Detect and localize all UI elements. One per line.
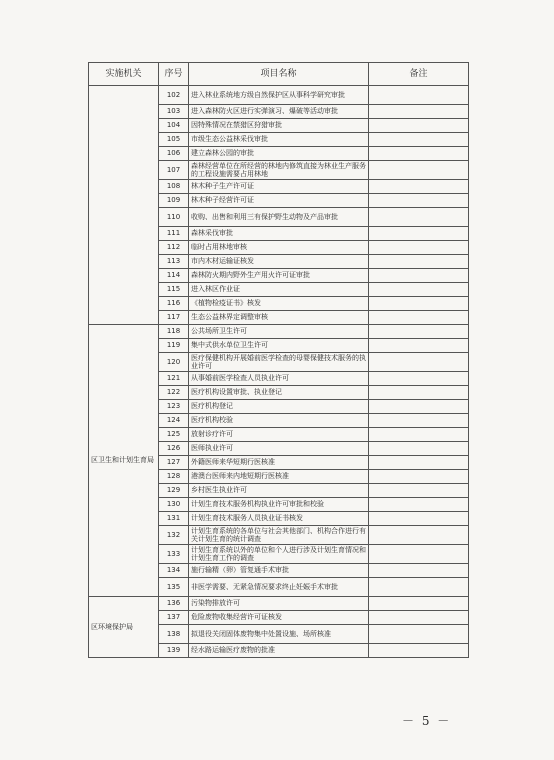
item-number-cell: 119 xyxy=(159,339,189,353)
item-name-cell: 外籍医师来华短期行医核准 xyxy=(189,456,369,470)
item-name-cell: 进入森林防火区进行实弹演习、爆破等活动审批 xyxy=(189,105,369,119)
remarks-cell xyxy=(369,545,469,564)
item-number-cell: 135 xyxy=(159,578,189,597)
remarks-cell xyxy=(369,428,469,442)
item-name-cell: 市级生态公益林采伐审批 xyxy=(189,133,369,147)
remarks-cell xyxy=(369,414,469,428)
item-name-cell: 危险废物收集经营许可证核发 xyxy=(189,611,369,625)
remarks-cell xyxy=(369,255,469,269)
item-number-cell: 136 xyxy=(159,597,189,611)
item-number-cell: 132 xyxy=(159,526,189,545)
remarks-cell xyxy=(369,194,469,208)
document-page xyxy=(88,62,468,658)
remarks-cell xyxy=(369,86,469,105)
remarks-cell xyxy=(369,339,469,353)
item-name-cell: 施行输精（卵）管复通手术审批 xyxy=(189,564,369,578)
item-name-cell: 计划生育系统的各单位与社会其他部门、机构合作进行有关计划生育的统计调查 xyxy=(189,526,369,545)
item-name-cell: 生态公益林界定调整审核 xyxy=(189,311,369,325)
admin-items-table xyxy=(88,62,469,658)
item-name-cell: 收购、出售和利用三有保护野生动物及产品审批 xyxy=(189,208,369,227)
remarks-cell xyxy=(369,147,469,161)
item-number-cell: 112 xyxy=(159,241,189,255)
remarks-cell xyxy=(369,470,469,484)
item-number-cell: 104 xyxy=(159,119,189,133)
item-name-cell: 计划生育技术服务人员执业证书核发 xyxy=(189,512,369,526)
remarks-cell xyxy=(369,372,469,386)
remarks-cell xyxy=(369,283,469,297)
item-name-cell: 计划生育系统以外的单位和个人进行涉及计划生育情况和计划生育工作的调查 xyxy=(189,545,369,564)
item-number-cell: 106 xyxy=(159,147,189,161)
remarks-cell xyxy=(369,325,469,339)
item-number-cell: 123 xyxy=(159,400,189,414)
item-name-cell: 进入林区作业证 xyxy=(189,283,369,297)
item-name-cell: 非医学需要、无紧急情况要求终止妊娠手术审批 xyxy=(189,578,369,597)
header-number: 序号 xyxy=(159,63,189,86)
item-name-cell: 进入林业系统地方级自然保护区从事科学研究审批 xyxy=(189,86,369,105)
remarks-cell xyxy=(369,578,469,597)
remarks-cell xyxy=(369,386,469,400)
remarks-cell xyxy=(369,644,469,658)
remarks-cell xyxy=(369,512,469,526)
remarks-cell xyxy=(369,133,469,147)
item-number-cell: 128 xyxy=(159,470,189,484)
remarks-cell xyxy=(369,353,469,372)
item-number-cell: 120 xyxy=(159,353,189,372)
item-name-cell: 医疗机构设置审批、执业登记 xyxy=(189,386,369,400)
item-number-cell: 122 xyxy=(159,386,189,400)
item-number-cell: 124 xyxy=(159,414,189,428)
table-body xyxy=(89,86,469,658)
item-name-cell: 拟退役关闭固体废物集中处置设施、场所核准 xyxy=(189,625,369,644)
item-name-cell: 乡村医生执业许可 xyxy=(189,484,369,498)
item-name-cell: 林木种子生产许可证 xyxy=(189,180,369,194)
item-name-cell: 医疗机构校验 xyxy=(189,414,369,428)
remarks-cell xyxy=(369,564,469,578)
page-number: － 5 － xyxy=(402,714,452,728)
remarks-cell xyxy=(369,526,469,545)
item-number-cell: 117 xyxy=(159,311,189,325)
item-name-cell: 集中式供水单位卫生许可 xyxy=(189,339,369,353)
item-number-cell: 107 xyxy=(159,161,189,180)
remarks-cell xyxy=(369,311,469,325)
header-agency: 实施机关 xyxy=(89,63,159,86)
item-name-cell: 港澳台医师来内地短期行医核准 xyxy=(189,470,369,484)
item-number-cell: 137 xyxy=(159,611,189,625)
item-name-cell: 医疗保健机构开展婚前医学检查的母婴保健技术服务的执业许可 xyxy=(189,353,369,372)
table-header-row xyxy=(89,63,469,86)
remarks-cell xyxy=(369,611,469,625)
item-number-cell: 138 xyxy=(159,625,189,644)
remarks-cell xyxy=(369,241,469,255)
item-number-cell: 125 xyxy=(159,428,189,442)
table-row xyxy=(89,86,469,105)
item-number-cell: 108 xyxy=(159,180,189,194)
item-name-cell: 市内木材运输证核发 xyxy=(189,255,369,269)
remarks-cell xyxy=(369,227,469,241)
item-name-cell: 医师执业许可 xyxy=(189,442,369,456)
item-name-cell: 临时占用林地审核 xyxy=(189,241,369,255)
agency-cell: 区卫生和计划生育局 xyxy=(89,325,159,597)
item-number-cell: 129 xyxy=(159,484,189,498)
item-number-cell: 134 xyxy=(159,564,189,578)
item-name-cell: 林木种子经营许可证 xyxy=(189,194,369,208)
item-name-cell: 污染物排放许可 xyxy=(189,597,369,611)
item-name-cell: 因特殊情况在禁猎区狩猎审批 xyxy=(189,119,369,133)
item-number-cell: 105 xyxy=(159,133,189,147)
item-number-cell: 110 xyxy=(159,208,189,227)
table-row xyxy=(89,597,469,611)
item-name-cell: 森林经营单位在所经营的林地内修筑直接为林业生产服务的工程设施需要占用林地 xyxy=(189,161,369,180)
item-number-cell: 115 xyxy=(159,283,189,297)
item-name-cell: 经水路运输医疗废物的批准 xyxy=(189,644,369,658)
header-item-name: 项目名称 xyxy=(189,63,369,86)
remarks-cell xyxy=(369,297,469,311)
item-name-cell: 医疗机构登记 xyxy=(189,400,369,414)
remarks-cell xyxy=(369,498,469,512)
item-name-cell: 建立森林公园的审批 xyxy=(189,147,369,161)
remarks-cell xyxy=(369,105,469,119)
remarks-cell xyxy=(369,442,469,456)
remarks-cell xyxy=(369,484,469,498)
item-number-cell: 126 xyxy=(159,442,189,456)
item-number-cell: 130 xyxy=(159,498,189,512)
remarks-cell xyxy=(369,400,469,414)
item-number-cell: 109 xyxy=(159,194,189,208)
table-row xyxy=(89,325,469,339)
remarks-cell xyxy=(369,161,469,180)
item-number-cell: 139 xyxy=(159,644,189,658)
remarks-cell xyxy=(369,208,469,227)
item-name-cell: 《植物检疫证书》核发 xyxy=(189,297,369,311)
item-number-cell: 116 xyxy=(159,297,189,311)
item-number-cell: 103 xyxy=(159,105,189,119)
item-number-cell: 111 xyxy=(159,227,189,241)
item-number-cell: 121 xyxy=(159,372,189,386)
remarks-cell xyxy=(369,597,469,611)
remarks-cell xyxy=(369,625,469,644)
item-name-cell: 计划生育技术服务机构执业许可审批和校验 xyxy=(189,498,369,512)
item-number-cell: 113 xyxy=(159,255,189,269)
agency-cell: 区环境保护局 xyxy=(89,597,159,658)
item-number-cell: 127 xyxy=(159,456,189,470)
header-remarks: 备注 xyxy=(369,63,469,86)
item-name-cell: 公共场所卫生许可 xyxy=(189,325,369,339)
remarks-cell xyxy=(369,269,469,283)
item-number-cell: 118 xyxy=(159,325,189,339)
item-number-cell: 114 xyxy=(159,269,189,283)
agency-cell xyxy=(89,86,159,325)
remarks-cell xyxy=(369,456,469,470)
item-number-cell: 131 xyxy=(159,512,189,526)
item-name-cell: 放射诊疗许可 xyxy=(189,428,369,442)
remarks-cell xyxy=(369,180,469,194)
item-number-cell: 102 xyxy=(159,86,189,105)
remarks-cell xyxy=(369,119,469,133)
item-number-cell: 133 xyxy=(159,545,189,564)
item-name-cell: 森林采伐审批 xyxy=(189,227,369,241)
item-name-cell: 森林防火期内野外生产用火许可证审批 xyxy=(189,269,369,283)
item-name-cell: 从事婚前医学检查人员执业许可 xyxy=(189,372,369,386)
